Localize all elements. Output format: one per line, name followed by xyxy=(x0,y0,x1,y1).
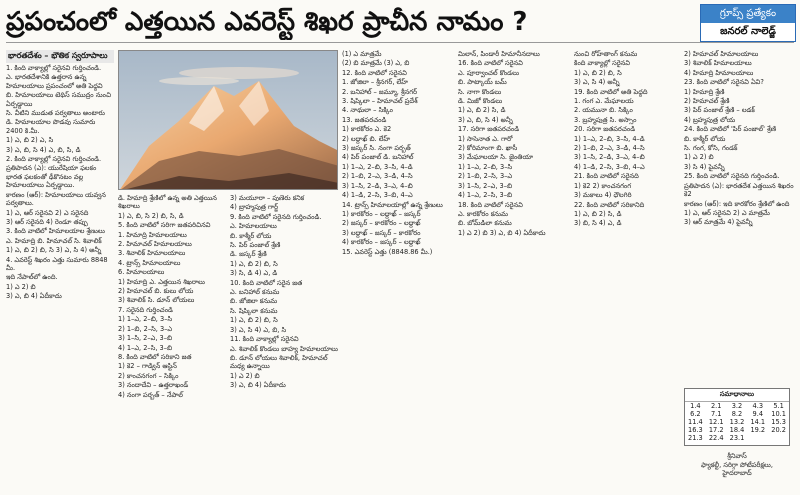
text-column-5 xyxy=(458,50,570,490)
answer-cell: 10.1 xyxy=(771,410,786,418)
column-line: 1) 1–ఎ, 2–బి, 3–సి, 4–డి xyxy=(574,134,645,143)
column-line: బి. డూన్ లోయలు శివాలిక్, హిమాచల్ మధ్య ఉన్నాయి xyxy=(230,353,328,371)
column-line: 1) ఎ, ఆర్ సరైనవి 2) ఎ సరైనది xyxy=(6,208,89,217)
column-line: మిలాన్, పిండారీ హిమానీనదాలు xyxy=(458,50,540,58)
column-line: 1) కె2 2) కాంచనగంగ xyxy=(574,181,632,190)
author-title: ఫ్యాకల్టీ, సరిగ్గా పోటీపరీక్షలు, xyxy=(701,460,773,469)
column-line: 3. షిప్కిలా – హిమాచల్ ప్రదేశ్ xyxy=(342,97,418,106)
column-line: 2) హిమాచల్ బి. కులు లోయ xyxy=(118,287,194,296)
section-tag xyxy=(700,4,796,42)
column-line: 3. కింది వాటిలో హిమాలయాల శ్రేణులు xyxy=(6,227,105,236)
column-line: 2. కింది వాక్యాల్లో సరైనవి గుర్తించండి. xyxy=(6,155,102,164)
column-line: 3) 1–సి, 2–ఎ, 3–బి xyxy=(118,334,173,343)
answer-cell: 14.1 xyxy=(750,418,766,426)
column-line: 3) 1–సి, 2–డి, 3–ఎ, 4–బి xyxy=(342,181,413,190)
column-line: 2) 1–బి, 2–ఎ, 3–డి, 4–సి xyxy=(574,144,645,153)
column-line: 1) ఎ 2) బి 3) ఎ, బి 4) ఏదీకాదు xyxy=(458,228,546,237)
answer-cell xyxy=(768,434,789,442)
column-line: 8. కింది వాటిలో సరికాని జత xyxy=(118,352,192,361)
column-line: 13. జతపరచండి xyxy=(342,115,387,124)
column-line: 3) లద్దాఖ్ – జస్కర్ – కారకోరం xyxy=(342,228,421,237)
answer-cell: 17.2 xyxy=(708,426,724,434)
mountain-image xyxy=(119,51,338,190)
column-line: 1. గంగ ఎ. మేఘాలయ xyxy=(574,97,634,106)
answers-title: సమాధానాలు xyxy=(685,389,789,402)
column-line: సి. నాగా కొండలు xyxy=(458,87,502,96)
column-line: 2. హిమాచల్ హిమాలయాలు xyxy=(118,240,192,249)
column-line: 4) కారకోరం – జస్కర్ – లద్దాఖ్ xyxy=(342,238,421,247)
column-line: ఇది నేపాల్‌లో ఉంది. xyxy=(6,273,58,282)
answer-cell: 19.2 xyxy=(750,426,766,434)
column-line: 1) కారకోరం ఎ. కె2 xyxy=(342,125,392,134)
column-line: 11. కింది వాక్యాల్లో సరైనవి xyxy=(230,335,299,344)
column-line: ఎ. బనిహాల్ కనుమ xyxy=(230,288,280,297)
column-line: 4) బ్రాహ్మపుత్ర గార్జ్ xyxy=(230,203,279,212)
column-line: 4. ఎవరెస్ట్ శిఖరం ఎత్తు సుమారు 8848 మీ. xyxy=(6,255,108,272)
column-line: 4) పిర్ పంజాల్ డి. బనిహాల్ xyxy=(342,153,414,162)
column-line: 3) శివాలిక్ హిమాలయాలు xyxy=(684,59,752,68)
answer-cell: 16.3 xyxy=(688,426,703,434)
column-line: కింది వాక్యాల్లో సరైనవి xyxy=(574,59,630,68)
answer-cell: 9.4 xyxy=(752,410,764,418)
column-line: బి. జోజిలా కనుమ xyxy=(230,297,278,306)
column-line: 4) 1–డి, 2–సి, 3–బి, 4–ఎ xyxy=(574,162,645,171)
table-row xyxy=(685,418,789,426)
column-line: 3) మయూరా – పుణెరు కనిక xyxy=(230,194,305,202)
column-line: కారణం (ఆర్): హిమాలయాలు యవ్వన పర్వతాలు. xyxy=(6,190,106,208)
column-line: బి. కాశ్మీర్ లోయ xyxy=(230,231,272,240)
column-line: 19. కింది వాటిలో అతి పెద్దది xyxy=(574,87,648,96)
column-line: 3) బి, సి 4) ఎ, డి xyxy=(574,219,622,228)
column-line: 6. హిమాలయాలు xyxy=(118,268,165,277)
answer-cell: 6.2 xyxy=(690,410,701,418)
column-line: 2) 1–బి, 2–ఎ, 3–డి, 4–సి xyxy=(342,172,413,181)
column-line: 2. యమునా బి. సిక్కిం xyxy=(574,106,633,115)
column-line: 3. శివాలిక్ హిమాలయాలు xyxy=(118,249,186,258)
text-column-2 xyxy=(118,194,226,490)
column-line: 14. ట్రాన్స్ హిమాలయాల్లో ఉన్న శ్రేణులు xyxy=(342,200,443,209)
column-line: డి. మిజో కొండలు xyxy=(458,97,503,106)
column-line: 2) జస్కర్ – కారకోరం – లద్దాఖ్ xyxy=(342,219,421,228)
answer-cell: 1.4 xyxy=(690,402,701,410)
column-line: 2) కాంచనగంగ – సిక్కిం xyxy=(118,371,179,380)
table-row xyxy=(685,426,789,434)
column-line: కారణం (ఆర్): ఇది కారకోరం శ్రేణిలో ఉంది xyxy=(684,199,790,208)
column-line: 3) ఎ, బి 4) ఏదీకాదు xyxy=(230,381,286,390)
answer-cell: 21.3 xyxy=(688,434,703,442)
column-line: బి. బోమ్‌డిలా కనుమ xyxy=(458,219,512,228)
column-line: 1) 1–ఎ, 2–బి, 3–సి xyxy=(118,315,173,324)
column-line: 1) ఎ, బి 2) బి, సి xyxy=(230,316,278,325)
column-line: 1) ఎ, బి 2) బి, సి xyxy=(230,259,278,268)
column-line: 21. కింది వాటిలో సరైనది xyxy=(574,172,639,181)
column-line: 1) ఎ 2) బి xyxy=(230,371,260,380)
column-line: 4) 1–ఎ, 2–సి, 3–బి xyxy=(118,343,173,352)
column-line: సి. గంగ, కోసి, గండక్ xyxy=(684,144,738,153)
column-line: ఎ. భారతదేశానికి ఉత్తరాన ఉన్న హిమాలయాలు ప్రపంచంలో అతి పెద్దవి xyxy=(6,73,103,90)
answer-cell xyxy=(747,434,768,442)
column-line: 3) శివాలిక్ సి. డూన్ లోయలు xyxy=(118,296,195,305)
column-line: బి. కాశ్మీర్ లోయ xyxy=(684,134,726,143)
column-line: 1) కె2 – గాడ్విన్ ఆస్టిన్ xyxy=(118,362,177,371)
column-line: 3) ఎ, బి 4) ఏదీకాదు xyxy=(6,292,62,301)
column-line: 3) నందాదేవి – ఉత్తరాఖండ్ xyxy=(118,381,189,390)
column-line: బి. హిమాలయాలు టెథిస్ సముద్రం నుంచి ఏర్పడ్డాయి xyxy=(6,91,112,108)
column-line: 15. ఎవరెస్ట్ ఎత్తు (8848.86 మీ.) xyxy=(342,247,433,256)
column-line: 25. కింది వాటిలో సరైనది గుర్తించండి. xyxy=(684,172,780,181)
column-line: 1) హిమాద్రి ఎ. ఎత్తయిన శిఖరాలు xyxy=(118,277,205,286)
text-column-6 xyxy=(574,50,680,490)
column-line: ప్రతిపాదన (ఎ): యురేషియా ఫలకం భారత ఫలకంతో ఢీకొనటం వల్ల హిమాలయాలు ఏర్పడ్డాయి. xyxy=(6,164,97,190)
column-line: 24. కింది వాటిలో 'పిర్ పంజాల్' శ్రేణి xyxy=(684,125,777,134)
column-line: 9. కింది వాటిలో సరైనది గుర్తించండి. xyxy=(230,212,322,221)
tag-top-label: గ్రూప్స్ ప్రత్యేకం xyxy=(701,5,795,23)
answer-cell: 15.3 xyxy=(771,418,786,426)
author-city: హైదరాబాద్ xyxy=(722,469,752,477)
column-line: ఎ. హిమాద్రి బి. హిమాచల్ సి. శివాలిక్ xyxy=(6,236,102,245)
table-row xyxy=(685,402,789,410)
column-line: 2) హిమాచల్ హిమాలయాలు xyxy=(684,50,759,58)
column-line: 5. కింది వాటిలో సరిగా జతపరిచినవి xyxy=(118,221,211,230)
header-divider xyxy=(6,42,794,43)
column-line: 4) 1–డి, 2–సి, 3–బి, 4–ఎ xyxy=(342,191,413,200)
text-column-3 xyxy=(230,194,338,490)
column-line: 3) ఎ, బి, సి 4) అన్నీ xyxy=(458,115,513,124)
column-line: సి. పిర్ పంజాల్ శ్రేణి xyxy=(230,241,281,250)
column-line: 22. కింది వాటిలో సరికానిది xyxy=(574,200,645,209)
column-line: సి. వీటిని ముడుత పర్వతాలు అంటారు xyxy=(6,109,105,118)
column-line: 3) మకాలు 4) ధౌలగిరి xyxy=(574,191,632,200)
column-line: డి. జస్కర్ శ్రేణి xyxy=(230,250,267,259)
column-line: 7. సరైనది గుర్తించండి xyxy=(118,305,173,314)
column-line: 12. కింది వాటిలో సరైనవి xyxy=(342,68,407,77)
answers-box xyxy=(684,388,790,446)
answer-cell: 22.4 xyxy=(708,434,724,442)
column-line: 1) 1–ఎ, 2–బి, 3–సి, 4–డి xyxy=(342,162,413,171)
column-line: 2) కోరిమాంగా బి. ఖాసీ xyxy=(458,144,518,153)
answer-cell: 7.1 xyxy=(710,410,722,418)
column-line: 1. జోజిలా – శ్రీనగర్, లేహ్ xyxy=(342,78,408,87)
column-line: 20. సరిగా జతపరచండి xyxy=(574,125,636,134)
answer-cell: 13.2 xyxy=(729,418,745,426)
column-line: 18. కింది వాటిలో సరైనవి xyxy=(458,200,523,209)
everest-photo xyxy=(118,50,338,190)
column-line: ఎ. హిమాలయాలు xyxy=(230,222,277,231)
answer-cell: 2.1 xyxy=(710,402,722,410)
column-line: 1) ఎ, బి 2) బి, సి xyxy=(574,68,622,77)
column-line: 3) 1–సి, 2–ఎ, 3–బి xyxy=(458,181,513,190)
column-line: 1) ఎ, బి 2) ఎ, సి xyxy=(6,136,54,145)
column-line: 1) 1–ఎ, 2–బి, 3–సి xyxy=(458,162,513,171)
answer-cell: 11.4 xyxy=(688,418,703,426)
column-line: 3) ఆర్ మాత్రమే 4) పైవన్నీ xyxy=(684,218,753,227)
column-line: 4. నాథులా – సిక్కిం xyxy=(342,106,394,115)
column-line: (1) ఎ మాత్రమే xyxy=(342,50,382,58)
answer-cell: 5.1 xyxy=(773,402,784,410)
table-row xyxy=(685,410,789,418)
answer-cell: 8.2 xyxy=(731,410,743,418)
column-line: 4) నంగా పర్బత్ – నేపాల్ xyxy=(118,390,183,399)
author-byline xyxy=(684,452,790,490)
column-line: 16. కింది వాటిలో సరైనవి xyxy=(458,59,523,68)
column-line: ప్రతిపాదన (ఎ): భారతదేశ ఎత్తయిన శిఖరం కె2 xyxy=(684,181,794,199)
column-line: 3) ఎ, సి 4) అన్నీ xyxy=(574,78,620,87)
column-line: 1) ఎ, బి 2) సి, డి xyxy=(458,106,506,115)
column-line: 3) జస్కర్ సి. నంగా పర్బత్ xyxy=(342,144,411,153)
column-line: 10. కింది వాటిలో సరైన జత xyxy=(230,278,303,287)
column-line: డి. హిమాద్రి శ్రేణిలో ఉన్న అతి ఎత్తయిన శిఖరాలు xyxy=(118,194,217,211)
text-column-1 xyxy=(6,64,114,490)
column-line: ఎ. కారకోరం కనుమ xyxy=(458,209,509,218)
column-line: 2. బనిహాల్ – జమ్మూ, శ్రీనగర్ xyxy=(342,87,418,96)
tag-bottom-label: జనరల్ నాలెడ్జ్ xyxy=(701,23,795,41)
column-line: 1) ఎ, బి 2) బి, సి 3) ఎ, సి 4) అన్నీ xyxy=(6,246,102,255)
text-column-4 xyxy=(342,50,454,490)
column-line: 4) బ్రహ్మపుత్ర లోయ xyxy=(684,115,736,124)
answer-cell: 23.1 xyxy=(729,434,745,442)
column-line: 3) ఎ, సి 4) ఎ, బి, సి xyxy=(230,325,287,334)
column-line: 1) హిమాద్రి శ్రేణి xyxy=(684,87,725,96)
text-column-7 xyxy=(684,50,794,384)
column-line: 1) కారకోరం – లద్దాఖ్ – జస్కర్ xyxy=(342,209,421,218)
column-line: 17. సరిగా జతపరచండి xyxy=(458,125,520,134)
author-name: శ్రీనివాస్ xyxy=(727,452,747,460)
column-line: 4. ట్రాన్స్ హిమాలయాలు xyxy=(118,258,181,267)
column-line: 3) పిర్ పంజాల్ శ్రేణి – లడక్ xyxy=(684,106,755,115)
column-line: 1) ఎ, బి, సి 2) బి, సి, డి xyxy=(118,211,184,220)
column-line: ఎ. పూర్వాంచల్ కొండలు xyxy=(458,68,520,77)
headline: ప్రపంచంలో ఎత్తయిన ఎవరెస్ట్ శిఖర ప్రాచీన నామం ? xyxy=(6,7,528,37)
column-line: 3) మేఘాలయా సి. జైంతియా xyxy=(458,153,534,162)
column-line: 4) 1–ఎ, 2–సి, 3–బి xyxy=(458,191,513,200)
column-line: 1) సాసెనాత ఎ. గారో xyxy=(458,134,513,143)
column-line: 3) సి, డి 4) ఎ, డి xyxy=(230,269,278,278)
column-line: 1. కింది వాక్యాల్లో సరైనవి గుర్తించండి. xyxy=(6,64,102,72)
table-row xyxy=(685,434,789,442)
column-line: 3. బ్రహ్మపుత్ర సి. అస్సాం xyxy=(574,115,637,124)
column-line: 23. కింది వాటిలో సరైనవి ఏవి? xyxy=(684,78,764,87)
column-line: సి. షిప్కిలా కనుమ xyxy=(230,306,278,315)
column-line: (2) బి మాత్రమే (3) ఎ, బి xyxy=(342,59,410,68)
column-line: డి. హిమాలయాల పొడవు సుమారు 2400 కి.మీ. xyxy=(6,118,96,135)
answer-cell: 3.2 xyxy=(731,402,743,410)
column-line: 1) ఎ, ఆర్ సరైనవి 2) ఎ మాత్రమే xyxy=(684,208,770,217)
section-subheading: భారతదేశం – భౌతిక స్వరూపాలు xyxy=(6,50,114,63)
answers-table xyxy=(685,402,789,442)
column-line: ఎ. శివాలిక్ కొండలు బాహ్య హిమాలయాలు xyxy=(230,344,338,353)
column-line: 2) 1–బి, 2–సి, 3–ఎ xyxy=(458,172,513,181)
answer-cell: 4.3 xyxy=(752,402,764,410)
column-line: 2) హిమాచల్ శ్రేణి xyxy=(684,97,730,106)
column-line: 1) ఎ, బి 2) సి, డి xyxy=(574,209,622,218)
answer-cell: 20.2 xyxy=(771,426,786,434)
column-line: 1) ఎ 2) బి xyxy=(684,153,714,162)
column-line: 2) 1–బి, 2–సి, 3–ఎ xyxy=(118,324,173,333)
column-line: బి. పాట్కాయ్ బమ్ xyxy=(458,78,507,87)
answer-cell: 18.4 xyxy=(729,426,745,434)
column-line: 2) లద్దాఖ్ బి. లేహ్ xyxy=(342,134,391,143)
column-line: 1. హిమాద్రి హిమాలయాలు xyxy=(118,230,187,239)
column-line: 3) ఎ, బి, సి 4) ఎ, బి, సి, డి xyxy=(6,145,81,154)
column-line: 3) సి 4) పైవన్నీ xyxy=(684,162,725,171)
column-line: 1) ఎ 2) బి xyxy=(6,282,36,291)
column-line: నుంచి రోహ్‌తాంగ్ కనుమ xyxy=(574,50,638,58)
column-line: 3) ఆర్ సరైనది 4) రెండూ తప్పు xyxy=(6,217,88,226)
answer-cell: 12.1 xyxy=(708,418,724,426)
column-line: 3) 1–సి, 2–డి, 3–ఎ, 4–బి xyxy=(574,153,645,162)
column-line: 4) హిమాద్రి హిమాలయాలు xyxy=(684,68,754,77)
